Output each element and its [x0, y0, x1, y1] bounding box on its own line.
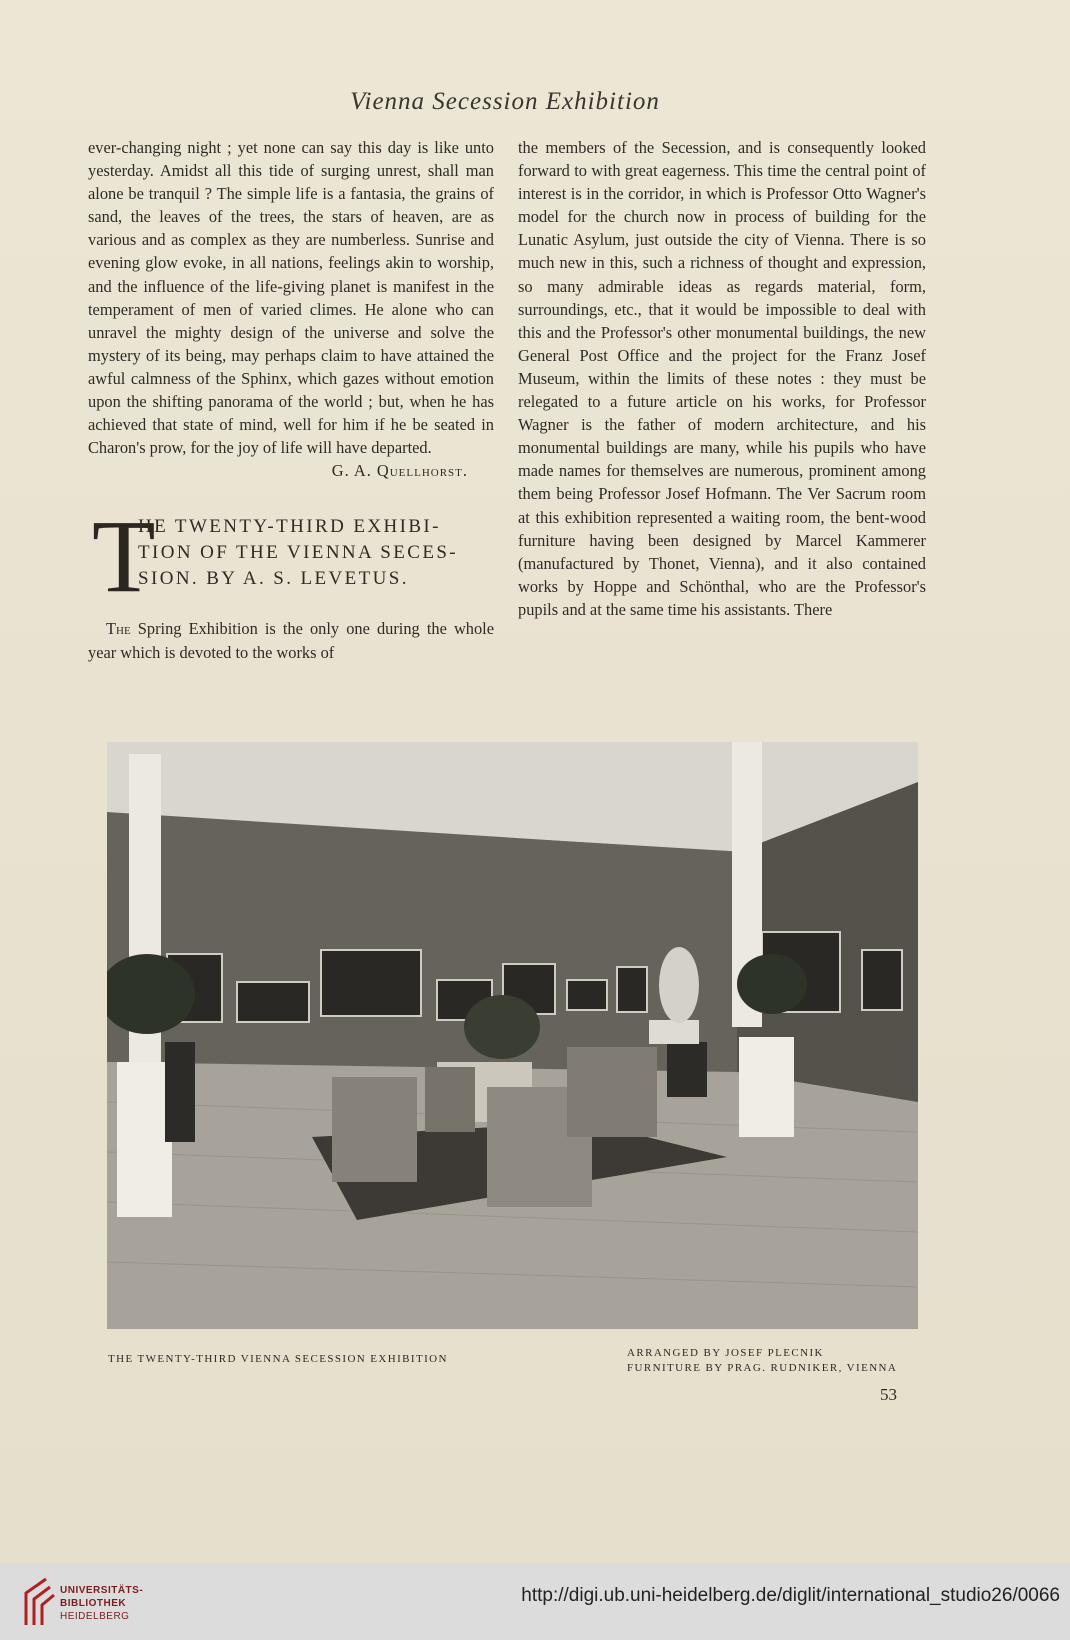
running-head: Vienna Secession Exhibition: [350, 88, 660, 115]
intro-smallcaps: The: [106, 619, 131, 639]
source-url-link[interactable]: http://digi.ub.uni-heidelberg.de/diglit/international_studio26/0066: [521, 1585, 1060, 1606]
figure-caption-credit-1: ARRANGED BY JOSEF PLECNIK: [627, 1347, 824, 1359]
figure-caption-title: THE TWENTY-THIRD VIENNA SECESSION EXHIBITION: [108, 1353, 448, 1365]
intro-text: Spring Exhibition is the only one during the whole year which is devoted to the works of: [88, 619, 494, 662]
drop-cap: T: [92, 499, 156, 615]
headline-line-3: SION. BY A. S. LEVETUS.: [138, 568, 409, 590]
right-column: [518, 136, 926, 621]
library-name-line-1: UNIVERSITÄTS-: [60, 1585, 144, 1596]
library-footer: [0, 1563, 1070, 1640]
headline-line-1: HE TWENTY-THIRD EXHIBI-: [138, 516, 441, 538]
library-name-line-2: BIBLIOTHEK: [60, 1598, 127, 1609]
page-number: 53: [880, 1385, 897, 1404]
article-headline: [88, 499, 494, 615]
library-name-line-3: HEIDELBERG: [60, 1611, 130, 1622]
intro-paragraph: [88, 617, 494, 663]
headline-line-2: TION OF THE VIENNA SECES-: [138, 542, 459, 564]
left-column: [88, 136, 494, 664]
author-signature: G. A. Quellhorst.: [331, 461, 468, 481]
photo-illustration: [107, 742, 918, 1329]
article-paragraph-continued: the members of the Secession, and is consequently looked forward to with great eagerness. This time the central point of interest is in the corridor, in which is Professor Otto Wagner's model for the church now in process of building for the Lunatic Asylum, just outside the city of Vienna. There is so much new in this, such a richness of thought and expression, so many admirable ideas as regards material, form, surroundings, etc., that it would be impossible to deal with this and the Professor's other monumental buildings, the new General Post Office and the project for the Franz Josef Museum, within the limits of these notes : they must be relegated to a future article on his works, for Professor Wagner is the father of modern architecture, and his monumental buildings are many, while his pupils who have made names for themselves are numerous, prominent among them being Professor Josef Hofmann. The Ver Sacrum room at this exhibition represented a waiting room, the bent-wood furniture having been designed by Marcel Kammerer (manufactured by Thonet, Vienna), and it also contained works by Hoppe and Schönthal, who are the Professor's pupils and at the same time his assistants. There: [518, 138, 926, 619]
exhibition-photograph: [107, 742, 918, 1329]
figure-caption-credit-2: FURNITURE BY PRAG. RUDNIKER, VIENNA: [627, 1362, 898, 1374]
article-paragraph: ever-changing night ; yet none can say this day is like unto yesterday. Amidst all this tide of surging unrest, shall man alone be tranquil ? The simple life is a fantasia, the grains of sand, the leaves of the trees, the stars of heaven, are as various and as complex as they are numberless. Sunrise and evening glow evoke, in all nations, feelings akin to worship, and the influence of the life-giving planet is manifest in the temperament of men of varied climes. He alone who can unravel the mighty design of the universe and solve the mystery of its being, may perhaps claim to have attained the awful calmness of the Sphinx, which gazes without emotion upon the shifting panorama of the world ; but, when he has achieved that state of mind, well for him if he be seated in Charon's prow, for the joy of life will have departed.: [88, 138, 494, 458]
